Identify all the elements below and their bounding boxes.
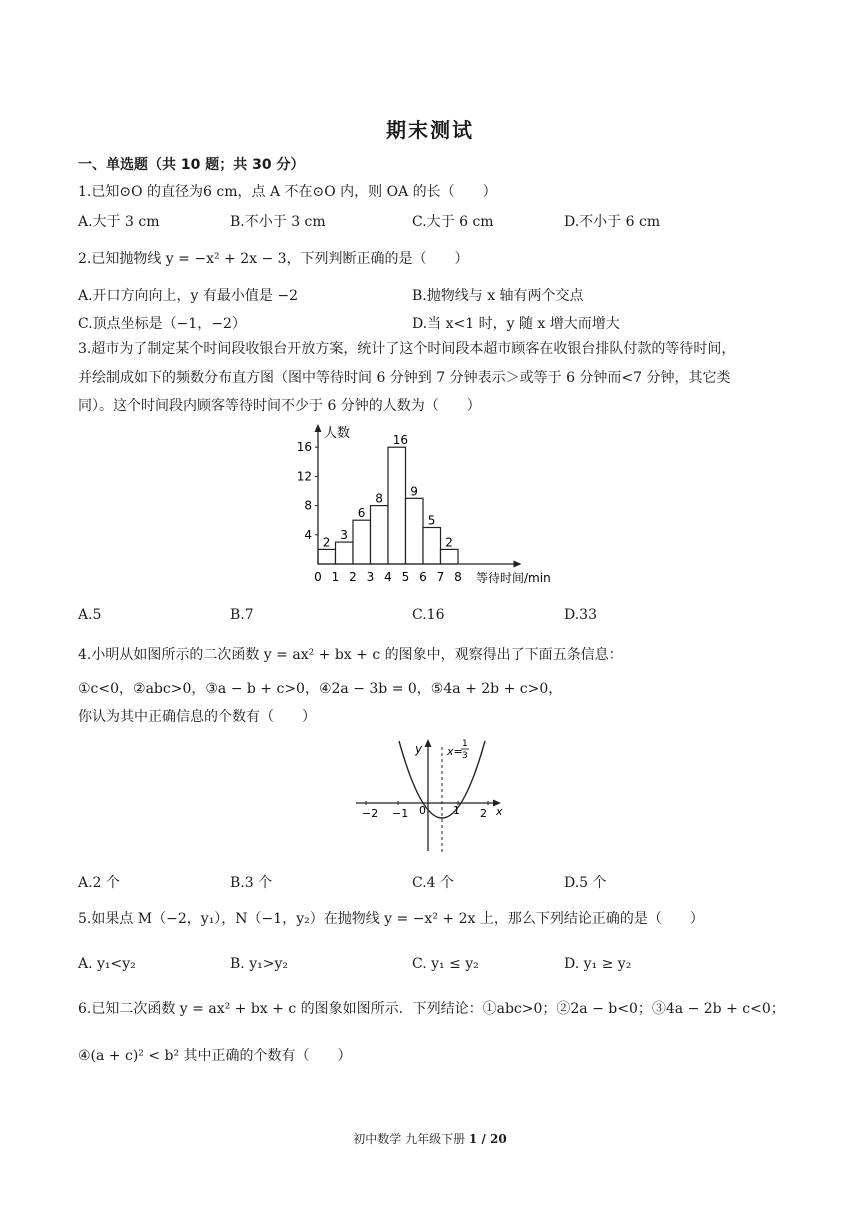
option-d: D.33: [564, 607, 597, 623]
option-c: C.4 个: [412, 875, 455, 891]
option-b: B. y₁>y₂: [230, 956, 288, 972]
bar-value-label: 3: [340, 528, 348, 543]
histogram-bar: [388, 447, 406, 564]
x-tick-label: 0: [314, 570, 322, 584]
symmetry-numerator: 1: [462, 739, 468, 749]
footer-page-number: 1 / 20: [468, 1132, 507, 1146]
histogram-bar: [318, 549, 336, 564]
option-a: A.2 个: [78, 875, 120, 891]
x-tick-label: −2: [362, 807, 379, 820]
option-a: A. y₁<y₂: [78, 956, 136, 972]
parabola-figure: [352, 735, 508, 861]
x-axis-label: x: [496, 805, 503, 818]
option-c: C.16: [412, 607, 445, 623]
bar-value-label: 8: [375, 491, 383, 506]
x-tick-label: 0: [419, 804, 426, 817]
option-b: B.不小于 3 cm: [230, 214, 326, 230]
question-1-options: [78, 211, 778, 231]
question-3-line-3: 同）。这个时间段内顾客等待时间不少于 6 分钟的人数为（ ）: [78, 398, 481, 414]
x-tick-label: 6: [419, 570, 427, 584]
x-tick-label: 1: [453, 804, 460, 817]
bar-value-label: 9: [410, 484, 418, 499]
x-tick-label: 5: [401, 570, 410, 584]
option-b: B.3 个: [230, 875, 273, 891]
histogram-bar: [423, 528, 441, 565]
option-b: B.抛物线与 x 轴有两个交点: [412, 288, 584, 304]
option-d: D.不小于 6 cm: [564, 214, 661, 230]
question-6-stem-2: ④(a + c)² < b² 其中正确的个数有（ ）: [78, 1048, 352, 1064]
option-a: A.5: [78, 607, 102, 623]
bar-value-label: 16: [392, 433, 409, 448]
histogram-bar: [441, 549, 459, 564]
x-tick-label: 4: [384, 570, 392, 584]
option-c: C.顶点坐标是（−1，−2）: [78, 316, 246, 332]
question-2-options-row2: [78, 313, 778, 333]
question-2-stem: 2.已知抛物线 y = −x² + 2x − 3，下列判断正确的是（ ）: [78, 251, 469, 267]
question-4-options: [78, 872, 778, 892]
question-4-info: ①c<0，②abc>0，③a − b + c>0，④2a − 3b = 0，⑤4a + 2b + c>0，: [78, 681, 563, 697]
symmetry-denominator: 3: [462, 751, 468, 761]
question-2-options-row1: [78, 285, 778, 305]
bar-value-label: 2: [445, 535, 453, 550]
y-tick-label: 12: [296, 469, 312, 484]
option-b: B.7: [230, 607, 254, 623]
histogram-figure: [296, 420, 566, 604]
page-title: 期末测试: [386, 118, 474, 142]
option-c: C.大于 6 cm: [412, 214, 494, 230]
histogram-bar: [406, 498, 424, 564]
x-tick-label: −1: [392, 807, 409, 820]
x-axis-arrow: [514, 561, 522, 568]
bar-value-label: 5: [427, 513, 436, 528]
question-5-options: [78, 956, 778, 976]
x-tick-label: 2: [480, 807, 487, 820]
option-a: A.开口方向向上，y 有最小值是 −2: [78, 288, 299, 304]
y-axis-arrow: [425, 739, 432, 747]
parabola-graph: [352, 735, 508, 857]
question-5-stem: 5.如果点 M（−2，y₁），N（−1，y₂）在抛物线 y = −x² + 2x 上，那么下列结论正确的是（ ）: [78, 911, 704, 927]
footer-course: 初中数学 九年级下册: [353, 1132, 469, 1146]
histogram-chart: [296, 420, 566, 600]
bar-value-label: 6: [357, 506, 366, 521]
x-tick-label: 7: [436, 570, 445, 584]
x-tick-label: 1: [331, 570, 340, 584]
option-a: A.大于 3 cm: [78, 214, 160, 230]
question-6-stem: 6.已知二次函数 y = ax² + bx + c 的图象如图所示．下列结论：①abc>0；②2a − b<0；③4a − 2b + c<0；: [78, 1001, 785, 1017]
question-3-line-2: 并绘制成如下的频数分布直方图（图中等待时间 6 分钟到 7 分钟表示＞或等于 6 分钟而<7 分钟，其它类: [78, 370, 731, 386]
x-tick-label: 2: [349, 570, 357, 584]
question-3-options: [78, 607, 778, 627]
section-heading: 一、单选题（共 10 题；共 30 分）: [78, 157, 305, 173]
question-3-line-1: 3.超市为了制定某个时间段收银台开放方案，统计了这个时间段本超市顾客在收银台排队付款的等待时间，: [78, 341, 736, 357]
question-4-ask: 你认为其中正确信息的个数有（ ）: [78, 709, 316, 725]
x-axis-title: 等待时间/min: [476, 571, 551, 585]
symmetry-label: x=: [447, 745, 463, 758]
option-d: D.5 个: [564, 875, 607, 891]
x-tick-label: 3: [366, 570, 375, 584]
question-1-stem: 1.已知⊙O 的直径为6 cm，点 A 不在⊙O 内，则 OA 的长（ ）: [78, 184, 497, 200]
y-tick-label: 4: [304, 527, 312, 542]
histogram-bar: [371, 506, 389, 564]
option-d: D.当 x<1 时，y 随 x 增大而增大: [412, 316, 620, 332]
y-axis-title: 人数: [324, 426, 351, 441]
histogram-bar: [353, 520, 371, 564]
bar-value-label: 2: [322, 535, 331, 550]
y-tick-label: 8: [304, 498, 312, 513]
y-axis-label: y: [415, 742, 423, 756]
page-footer: [0, 1130, 860, 1147]
option-d: D. y₁ ≥ y₂: [564, 956, 632, 972]
y-tick-label: 16: [296, 440, 312, 455]
question-4-stem: 4.小明从如图所示的二次函数 y = ax² + bx + c 的图象中，观察得出了下面五条信息：: [78, 647, 623, 663]
option-c: C. y₁ ≤ y₂: [412, 956, 479, 972]
histogram-bar: [336, 542, 354, 564]
y-axis-arrow: [315, 424, 322, 432]
x-tick-label: 8: [454, 570, 462, 584]
